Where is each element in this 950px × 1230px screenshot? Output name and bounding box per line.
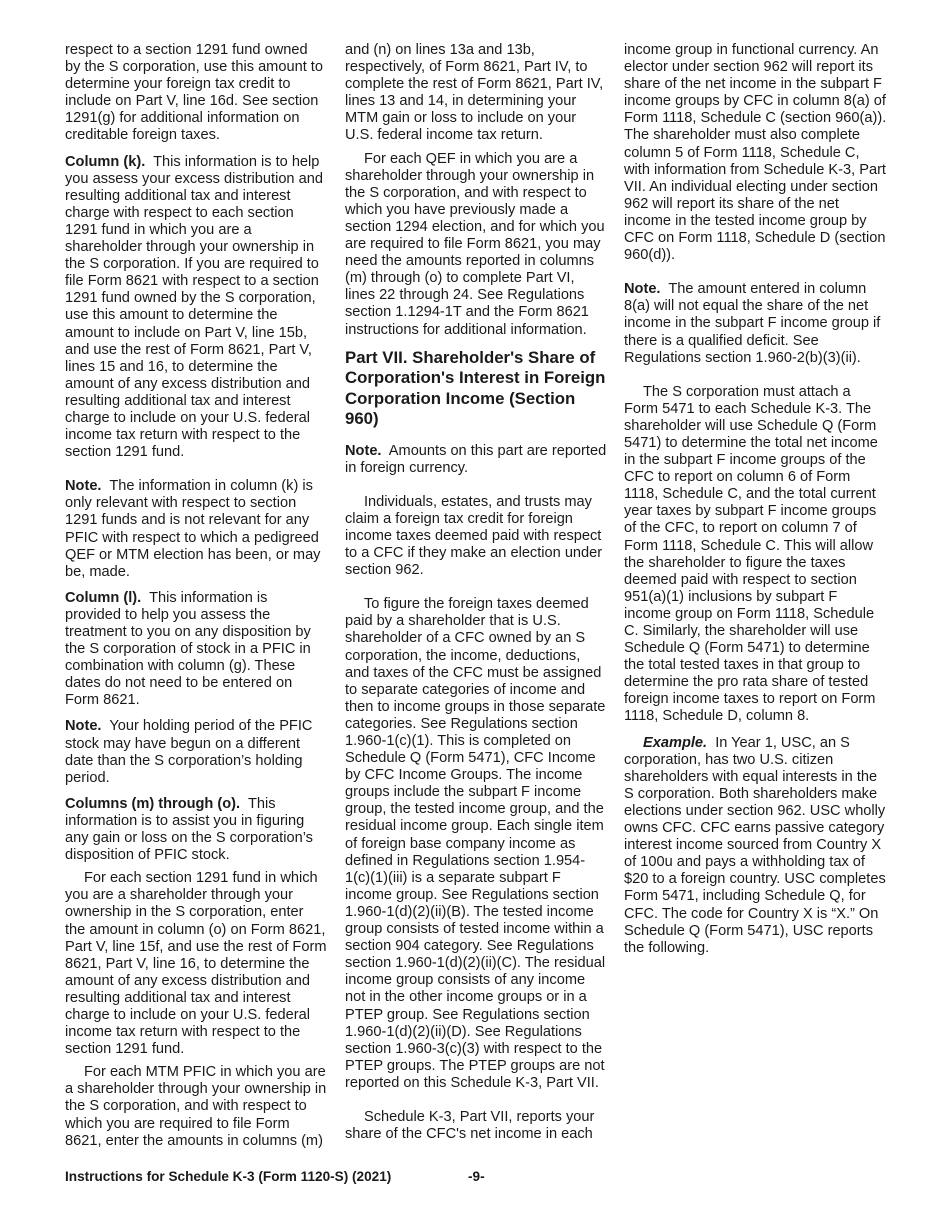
footer-title: Instructions for Schedule K-3 (Form 1120-S) (2021): [65, 1169, 392, 1184]
paragraph: The S corporation must attach a Form 5471 to each Schedule K-3. The shareholder will use Schedule Q (Form 5471) to determine the total net income in the subpart F income groups of the CFC to report on column 6 of Form 1118, Schedule C, and the total current year taxes by subpart F income groups of the CFC, to report on column 7 of Form 1118, Schedule C. This will allow the shareholder to figure the taxes deemed paid with respect to section 951(a)(1) inclusions by subpart F income group on Form 1118, Schedule C. Similarly, the shareholder will use Schedule Q (Form 5471) to determine the total tested taxes in that group to determine the pro rata share of tested foreign income taxes to report on Form 1118, Schedule D, column 8.: [624, 383, 878, 725]
run-in-heading: Columns (m) through (o).: [65, 795, 241, 812]
paragraph: Individuals, estates, and trusts may claim a foreign tax credit for foreign income taxes deemed paid with respect to a CFC if they make an election under section 962.: [345, 493, 603, 579]
paragraph-text: Your holding period of the PFIC stock may have begun on a different date than the S corporation’s holding period.: [65, 718, 313, 786]
paragraph-text: This information is to help you assess your excess distribution and resulting additional tax and interest charge with respect to each section 1291 fund in which you are a shareholder through your ownership in the S corporation. If you are required to file Form 8621 with respect to a section 1291 fund owned by the S corporation, use this amount to determine the amount to include on Part V, line 15b, and use the rest of Form 8621, Part V, lines 15 and 16, to determine the amount of any excess distribution and resulting additional tax and interest charge to include on your U.S. federal income tax return with respect to the section 1291 fund.: [65, 153, 323, 461]
note-label: Note.: [65, 478, 102, 495]
column-middle: [345, 42, 607, 1152]
paragraph: respect to a section 1291 fund owned by the S corporation, use this amount to determine your foreign tax credit to include on Part V, line 16d. See section 1291(g) for additional information on creditable foreign taxes.: [65, 42, 323, 144]
paragraph-columns-m-o: [65, 796, 327, 864]
example-paragraph: [624, 735, 888, 957]
note-label: Note.: [624, 281, 661, 298]
paragraph-text: In Year 1, USC, an S corporation, has two U.S. citizen shareholders with equal interests in the S corporation. Both shareholders make elections under section 962. USC wholly owns CFC. CFC earns passive category interest income sourced from Country X of 100u and pays a withholding tax of $20 to a foreign country. USC completes Form 5471, including Schedule Q, for CFC. The code for Country X is “X.” On Schedule Q (Form 5471), USC reports the following.: [624, 734, 886, 956]
paragraph: For each QEF in which you are a shareholder through your ownership in the S corporation, and with respect to which you have previously made a section 1294 election, and for which you are required to file Form 8621, you may need the amounts reported in columns (m) through (o) to complete Part VI, lines 22 through 24. See Regulations section 1.1294-1T and the Form 8621 instructions for additional information.: [345, 150, 605, 338]
paragraph: For each MTM PFIC in which you are a shareholder through your ownership in the S corporation, and with respect to which you are required to file Form 8621, enter the amounts in columns (m): [65, 1064, 327, 1149]
run-in-heading: Column (k).: [65, 153, 146, 170]
page-footer: [65, 1169, 925, 1185]
column-left: [65, 42, 327, 1159]
section-heading: Part VII. Shareholder's Share of Corporation's Interest in Foreign Corporation Income (Section 960): [345, 347, 606, 429]
paragraph-column-k: [65, 154, 327, 462]
note-paragraph: [65, 478, 327, 581]
note-paragraph: [345, 443, 607, 477]
example-label: Example.: [643, 734, 708, 751]
paragraph-text: This information is to assist you in figuring any gain or loss on the S corporation’s disposition of PFIC stock.: [65, 795, 313, 864]
note-paragraph: [65, 718, 327, 786]
note-label: Note.: [345, 442, 382, 459]
note-paragraph: [624, 281, 888, 366]
note-label: Note.: [65, 718, 102, 735]
paragraph: For each section 1291 fund in which you are a shareholder through your ownership in the S corporation, enter the amount in column (o) on Form 8621, Part V, line 15f, and use the rest of Form 8621, Part V, line 16, to determine the amount of any excess distribution and resulting additional tax and interest charge to include on your U.S. federal income tax return with respect to the section 1291 fund.: [65, 870, 327, 1058]
column-right: [624, 42, 888, 966]
paragraph: income group in functional currency. An elector under section 962 will report its share of the net income in the subpart F income groups by CFC in column 8(a) of Form 1118, Schedule C (section 960(a)). The shareholder must also complete column 5 of Form 1118, Schedule C, with information from Schedule K-3, Part VII. An individual electing under section 962 will report its share of the net income in the tested income group by CFC on Form 1118, Schedule D (section 960(d)).: [624, 42, 887, 264]
run-in-heading: Column (l).: [65, 589, 142, 606]
paragraph-text: Amounts on this part are reported in foreign currency.: [345, 442, 607, 476]
paragraph-text: The amount entered in column 8(a) will not equal the share of the net income in the subpart F income group if there is a qualified deficit. See Regulations section 1.960-2(b)(3)(ii).: [624, 281, 881, 366]
paragraph-column-l: [65, 590, 327, 710]
paragraph-text: The information in column (k) is only relevant with respect to section 1291 funds and is not relevant for any PFIC with respect to which a pedigreed QEF or MTM election has been, or may be, made.: [65, 478, 321, 580]
page-number: -9-: [468, 1169, 485, 1184]
paragraph: and (n) on lines 13a and 13b, respectively, of Form 8621, Part IV, to complete the rest of Form 8621, Part IV, lines 13 and 14, in determining your MTM gain or loss to include on your U.S. federal income tax return.: [345, 42, 604, 144]
paragraph: Schedule K-3, Part VII, reports your share of the CFC's net income in each: [345, 1108, 595, 1143]
paragraph: To figure the foreign taxes deemed paid by a shareholder that is U.S. shareholder of a CFC owned by an S corporation, the income, deductions, and taxes of the CFC must be assigned to separate categories of income and then to income groups in those separate categories. See Regulations section 1.960-1(c)(1). This is completed on Schedule Q (Form 5471), CFC Income by CFC Income Groups. The income groups include the subpart F income group, the tested income group, and the residual income group. Each single item of foreign base company income as defined in Regulations section 1.954-1(c)(1)(iii) is a separate subpart F income group. See Regulations section 1.960-1(d)(2)(ii)(B). The tested income group consists of tested income within a section 904 category. See Regulations section 1.960-1(d)(2)(ii)(C). The residual income group consists of any income not in the other income groups or in a PTEP group. See Regulations section 1.960-1(d)(2)(ii)(D). See Regulations section 1.960-3(c)(3) with respect to the PTEP groups. The PTEP groups are not reported on this Schedule K-3, Part VII.: [345, 596, 606, 1091]
paragraph-text: This information is provided to help you assess the treatment to you on any disposition by the S corporation of stock in a PFIC in combination with column (g). These dates do not need to be entered on Form 8621.: [65, 589, 311, 709]
